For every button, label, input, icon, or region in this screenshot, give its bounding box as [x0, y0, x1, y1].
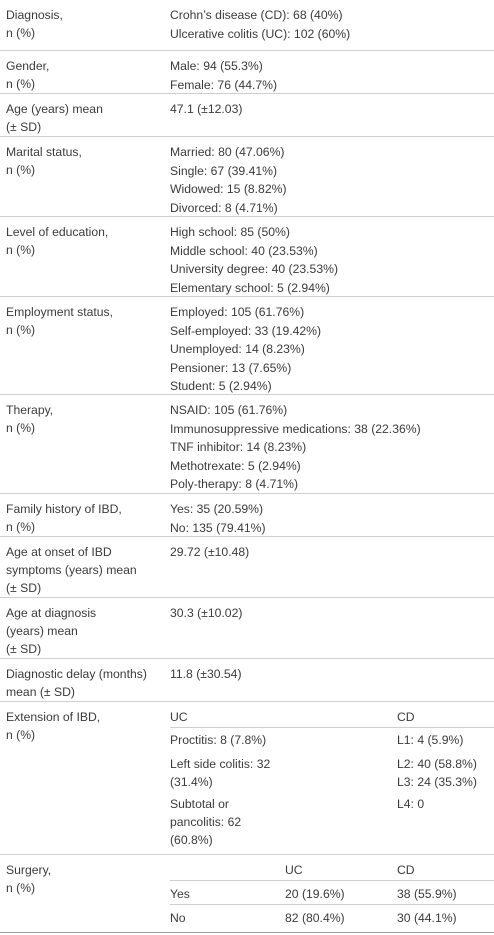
subheader-divider [170, 880, 494, 881]
uc-header: UC [285, 863, 303, 877]
row-values [170, 143, 490, 217]
value-line: 11.8 (±30.54) [170, 667, 242, 681]
row-label: Age (years) mean (± SD) [6, 102, 103, 134]
table-row [0, 536, 494, 597]
value-line: Crohn’s disease (CD): 68 (40%) [170, 8, 343, 22]
uc-header: UC [170, 710, 188, 724]
extension-row [0, 701, 494, 854]
surgery-row [0, 854, 494, 932]
row-values [170, 543, 490, 562]
subheader-divider [170, 727, 494, 728]
value-line: Elementary school: 5 (2.94%) [170, 280, 330, 295]
surgery-cd-value: 30 (44.1%) [397, 911, 457, 925]
value-line: Unemployed: 14 (8.23%) [170, 342, 305, 356]
row-label: Family history of IBD, n (%) [6, 502, 122, 534]
value-line: Male: 94 (55.3%) [170, 59, 263, 73]
value-line: Widowed: 15 (8.82%) [170, 182, 287, 196]
row-values [170, 401, 490, 494]
row-label: Extension of IBD, n (%) [6, 710, 101, 742]
row-values [170, 500, 490, 537]
value-line: Married: 80 (47.06%) [170, 145, 285, 159]
row-label: Employment status, n (%) [6, 305, 114, 337]
cd-header: CD [397, 863, 415, 877]
value-line: 47.1 (±12.03) [170, 102, 243, 116]
row-values [170, 665, 490, 684]
surgery-uc-value: 82 (80.4%) [285, 911, 345, 925]
row-label: Therapy, n (%) [6, 403, 54, 435]
cd-item: L4: 0 [397, 797, 425, 811]
value-line: Methotrexate: 5 (2.94%) [170, 458, 301, 473]
value-line: Pensioner: 13 (7.65%) [170, 360, 292, 375]
value-line: 30.3 (±10.02) [170, 606, 243, 620]
value-line: 29.72 (±10.48) [170, 545, 250, 559]
uc-item: Subtotal or pancolitis: 62 (60.8%) [170, 797, 242, 847]
row-label: Age at onset of IBD symptoms (years) mean (± SD) [6, 545, 137, 595]
row-label: Level of education, n (%) [6, 225, 109, 257]
table-bottom-rule [0, 932, 494, 933]
value-line: TNF inhibitor: 14 (8.23%) [170, 440, 307, 454]
value-line: High school: 85 (50%) [170, 225, 290, 239]
table-row [0, 50, 494, 93]
value-line: Immunosuppressive medications: 38 (22.36%) [170, 421, 421, 436]
uc-item: Left side colitis: 32 (31.4%) [170, 757, 271, 789]
value-line: Single: 67 (39.41%) [170, 163, 278, 178]
value-line: University degree: 40 (23.53%) [170, 262, 339, 276]
table-row [0, 0, 494, 50]
cd-item: L1: 4 (5.9%) [397, 733, 464, 747]
row-values [170, 223, 490, 297]
surgery-option: Yes [170, 887, 190, 901]
row-label: Gender, n (%) [6, 59, 50, 91]
value-line: Divorced: 8 (4.71%) [170, 200, 278, 215]
value-line: Middle school: 40 (23.53%) [170, 243, 318, 258]
value-line: Student: 5 (2.94%) [170, 379, 272, 393]
value-line: Ulcerative colitis (UC): 102 (60%) [170, 26, 351, 41]
cd-header: CD [397, 710, 415, 724]
surgery-option: No [170, 911, 186, 925]
table-row [0, 136, 494, 216]
value-line: No: 135 (79.41%) [170, 520, 266, 535]
value-line: Poly-therapy: 8 (4.71%) [170, 477, 299, 491]
value-line: Self-employed: 33 (19.42%) [170, 323, 322, 338]
row-label: Marital status, n (%) [6, 145, 82, 177]
row-divider [170, 904, 494, 905]
row-label: Diagnosis, n (%) [6, 8, 63, 40]
table-row [0, 597, 494, 658]
table-row [0, 216, 494, 296]
value-line: NSAID: 105 (61.76%) [170, 403, 288, 417]
row-values [170, 604, 490, 623]
table-row [0, 394, 494, 493]
row-values [170, 100, 490, 119]
surgery-cd-value: 38 (55.9%) [397, 887, 457, 901]
table-row [0, 493, 494, 536]
value-line: Employed: 105 (61.76%) [170, 305, 305, 319]
row-label: Diagnostic delay (months) mean (± SD) [6, 667, 147, 699]
value-line: Yes: 35 (20.59%) [170, 502, 264, 516]
table-row [0, 296, 494, 394]
value-line: Female: 76 (44.7%) [170, 77, 278, 92]
uc-item: Proctitis: 8 (7.8%) [170, 733, 267, 747]
row-values [170, 303, 490, 396]
row-label: Age at diagnosis (years) mean (± SD) [6, 606, 97, 656]
row-values [170, 6, 490, 43]
table-row [0, 658, 494, 701]
cd-item: L2: 40 (58.8%) L3: 24 (35.3%) [397, 757, 477, 789]
table-row [0, 93, 494, 136]
row-label: Surgery, n (%) [6, 863, 52, 895]
surgery-uc-value: 20 (19.6%) [285, 887, 345, 901]
row-values [170, 57, 490, 94]
